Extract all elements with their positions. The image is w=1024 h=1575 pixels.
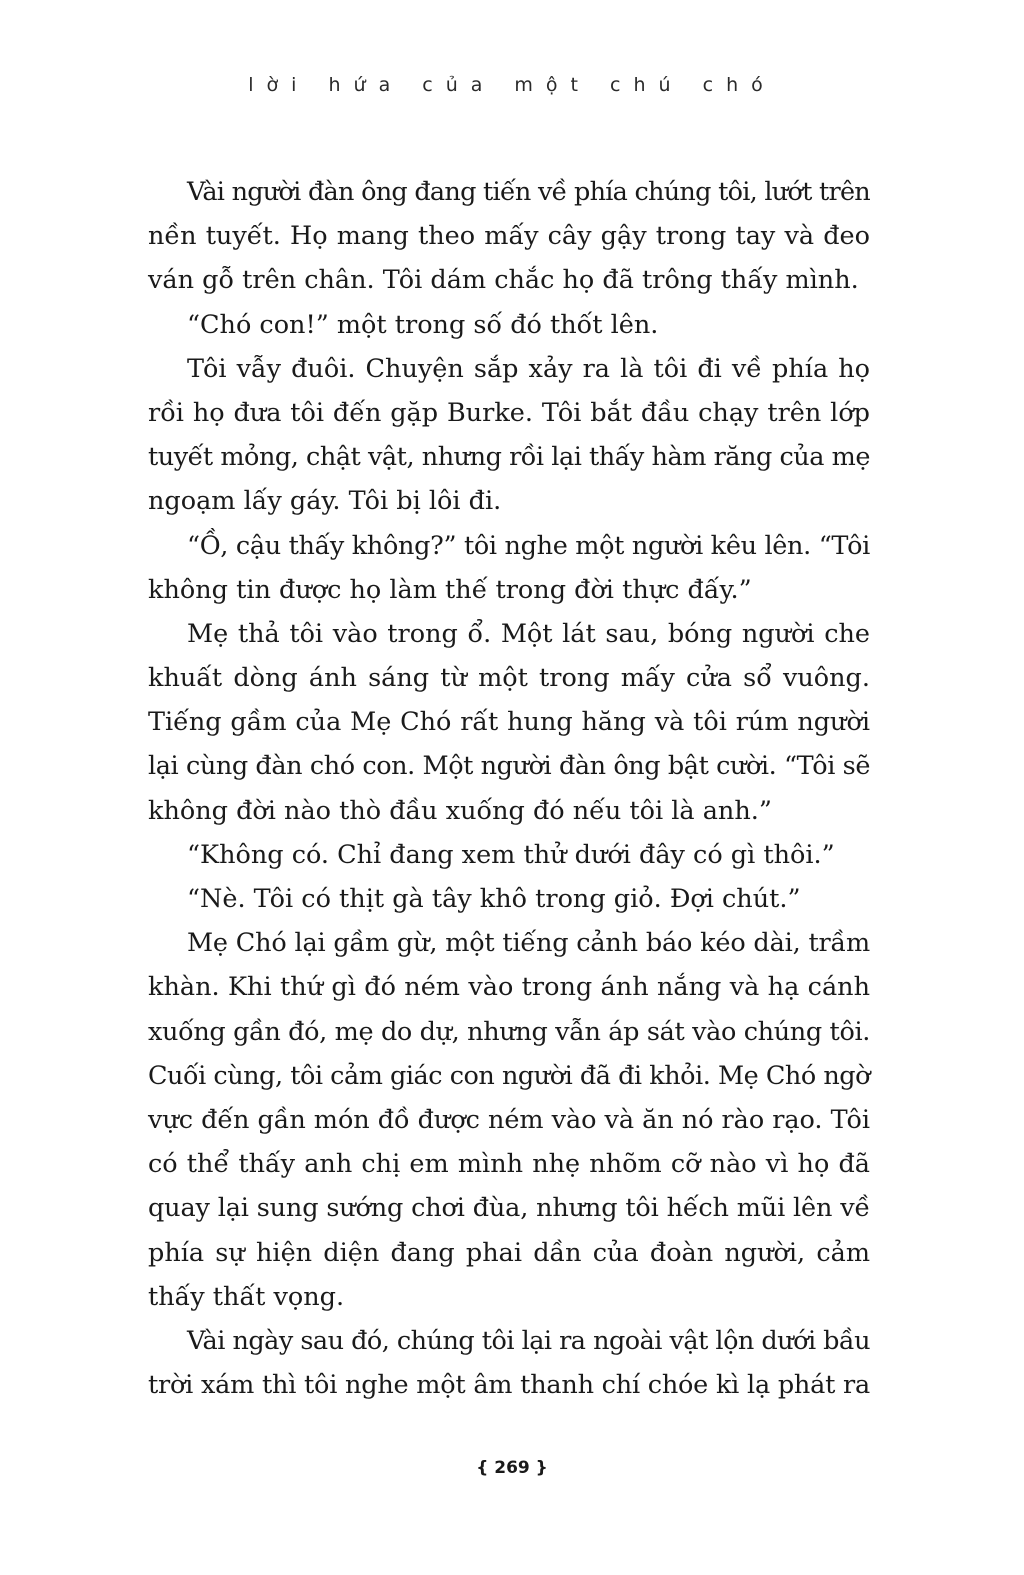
text-line: phía sự hiện diện đang phai dần của đoàn người, cảm <box>148 1237 870 1268</box>
text-line: “Nè. Tôi có thịt gà tây khô trong giỏ. Đợi chút.” <box>187 884 801 914</box>
text-line: nền tuyết. Họ mang theo mấy cây gậy trong tay và đeo <box>148 221 870 252</box>
text-line: tuyết mỏng, chật vật, nhưng rồi lại thấy hàm răng của mẹ <box>148 442 870 473</box>
text-line: Mẹ Chó lại gầm gừ, một tiếng cảnh báo kéo dài, trầm <box>187 928 870 959</box>
text-line: quay lại sung sướng chơi đùa, nhưng tôi hếch mũi lên về <box>148 1193 870 1224</box>
text-line: khuất dòng ánh sáng từ một trong mấy cửa sổ vuông. <box>148 663 870 694</box>
text-line: “Chó con!” một trong số đó thốt lên. <box>187 309 659 340</box>
running-header: lời hứa của một chú chó <box>248 74 776 96</box>
text-line: thấy thất vọng. <box>148 1281 345 1312</box>
text-line: vực đến gần món đồ được ném vào và ăn nó rào rạo. Tôi <box>148 1104 870 1135</box>
text-line: Mẹ thả tôi vào trong ổ. Một lát sau, bóng người che <box>187 618 870 649</box>
text-line: khàn. Khi thứ gì đó ném vào trong ánh nắng và hạ cánh <box>148 972 870 1003</box>
text-line: không đời nào thò đầu xuống đó nếu tôi là anh.” <box>148 795 772 826</box>
text-line: Tiếng gầm của Mẹ Chó rất hung hăng và tôi rúm người <box>148 707 870 738</box>
text-line: lại cùng đàn chó con. Một người đàn ông bật cười. “Tôi sẽ <box>148 751 870 782</box>
text-line: Vài người đàn ông đang tiến về phía chúng tôi, lướt trên <box>187 177 870 207</box>
text-line: Vài ngày sau đó, chúng tôi lại ra ngoài vật lộn dưới bầu <box>187 1325 870 1356</box>
text-line: có thể thấy anh chị em mình nhẹ nhõm cỡ nào vì họ đã <box>148 1149 870 1180</box>
text-line: “Ồ, cậu thấy không?” tôi nghe một người kêu lên. “Tôi <box>187 530 870 561</box>
body-text <box>148 170 870 1407</box>
text-line: Cuối cùng, tôi cảm giác con người đã đi khỏi. Mẹ Chó ngờ <box>148 1060 870 1091</box>
text-line: ván gỗ trên chân. Tôi dám chắc họ đã trông thấy mình. <box>148 265 859 296</box>
text-line: không tin được họ làm thế trong đời thực đấy.” <box>148 574 752 605</box>
page-number: { 269 } <box>476 1458 548 1478</box>
text-line: xuống gần đó, mẹ do dự, nhưng vẫn áp sát vào chúng tôi. <box>148 1016 870 1047</box>
text-line: rồi họ đưa tôi đến gặp Burke. Tôi bắt đầu chạy trên lớp <box>148 397 870 428</box>
text-line: Tôi vẫy đuôi. Chuyện sắp xảy ra là tôi đi về phía họ <box>187 353 870 384</box>
text-line: trời xám thì tôi nghe một âm thanh chí chóe kì lạ phát ra <box>148 1370 870 1401</box>
text-line: ngoạm lấy gáy. Tôi bị lôi đi. <box>148 486 502 517</box>
text-line: “Không có. Chỉ đang xem thử dưới đây có gì thôi.” <box>187 839 835 870</box>
